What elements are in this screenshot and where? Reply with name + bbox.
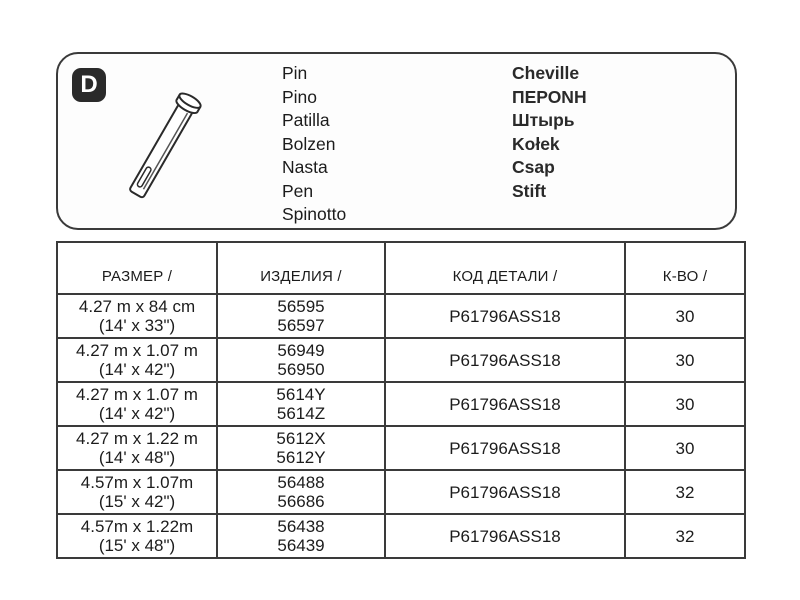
part-code: P61796ASS18 [385, 426, 625, 470]
model-number: 5614Y [276, 385, 326, 404]
size-imperial: (14' x 48") [98, 448, 176, 467]
size-metric: 4.57m x 1.22m [80, 517, 194, 536]
part-name: Cheville [512, 63, 580, 83]
table-row [57, 294, 745, 338]
part-name: ПЕРОNH [512, 86, 587, 107]
size-metric: 4.27 m x 84 cm [78, 297, 196, 316]
table-header-row [57, 242, 745, 294]
size-cell [57, 294, 217, 338]
model-number: 56438 [277, 517, 325, 536]
model-number: 5614Z [276, 404, 326, 423]
size-cell [57, 382, 217, 426]
model-number: 56597 [277, 316, 325, 335]
header-size: РАЗМЕР / [57, 242, 217, 294]
table-row [57, 514, 745, 558]
size-cell [57, 470, 217, 514]
pin-icon [120, 84, 210, 204]
part-name: Bolzen [282, 133, 336, 154]
size-metric: 4.27 m x 1.07 m [76, 385, 198, 404]
model-number: 5612Y [276, 448, 326, 467]
part-name: Kołek [512, 133, 560, 154]
part-letter-badge: D [72, 68, 106, 102]
part-code: P61796ASS18 [385, 514, 625, 558]
model-number: 56439 [277, 536, 325, 555]
quantity: 32 [625, 470, 745, 514]
size-imperial: (14' x 42") [98, 404, 176, 423]
part-code: P61796ASS18 [385, 294, 625, 338]
model-cell [217, 426, 385, 470]
model-number: 56488 [277, 473, 325, 492]
size-metric: 4.57m x 1.07m [80, 473, 194, 492]
model-cell [217, 294, 385, 338]
size-imperial: (14' x 33") [98, 316, 176, 335]
size-cell [57, 338, 217, 382]
size-cell [57, 426, 217, 470]
size-cell [57, 514, 217, 558]
table-row [57, 470, 745, 514]
model-cell [217, 470, 385, 514]
table-row [57, 382, 745, 426]
quantity: 30 [625, 426, 745, 470]
quantity: 30 [625, 294, 745, 338]
model-number: 56686 [277, 492, 325, 511]
parts-table [56, 241, 746, 559]
table-row [57, 338, 745, 382]
part-name: Nasta [282, 157, 328, 177]
header-quantity: К-ВО / [625, 242, 745, 294]
size-imperial: (15' x 48") [98, 536, 176, 555]
part-info-box [56, 52, 737, 230]
model-cell [217, 382, 385, 426]
header-model: ИЗДЕЛИЯ / [217, 242, 385, 294]
size-imperial: (14' x 42") [98, 360, 176, 379]
part-name: Pin [282, 63, 308, 83]
part-code: P61796ASS18 [385, 382, 625, 426]
model-number: 56949 [277, 341, 325, 360]
part-name: Spinotto [282, 204, 347, 224]
quantity: 30 [625, 382, 745, 426]
part-code: P61796ASS18 [385, 338, 625, 382]
part-names-left [282, 62, 346, 227]
part-name: Csap [512, 157, 555, 177]
part-name: Pino [282, 86, 318, 107]
size-imperial: (15' x 42") [98, 492, 176, 511]
table-row [57, 426, 745, 470]
quantity: 32 [625, 514, 745, 558]
part-name: Pen [282, 180, 314, 201]
model-number: 56595 [277, 297, 325, 316]
size-metric: 4.27 m x 1.22 m [76, 429, 198, 448]
model-number: 5612X [276, 429, 326, 448]
model-cell [217, 514, 385, 558]
quantity: 30 [625, 338, 745, 382]
model-cell [217, 338, 385, 382]
header-part-code: КОД ДЕТАЛИ / [385, 242, 625, 294]
part-name: Patilla [282, 110, 330, 130]
part-name: Штырь [512, 110, 575, 130]
size-metric: 4.27 m x 1.07 m [76, 341, 198, 360]
part-name: Stift [512, 180, 547, 201]
part-code: P61796ASS18 [385, 470, 625, 514]
model-number: 56950 [277, 360, 325, 379]
part-names-right [512, 62, 587, 203]
